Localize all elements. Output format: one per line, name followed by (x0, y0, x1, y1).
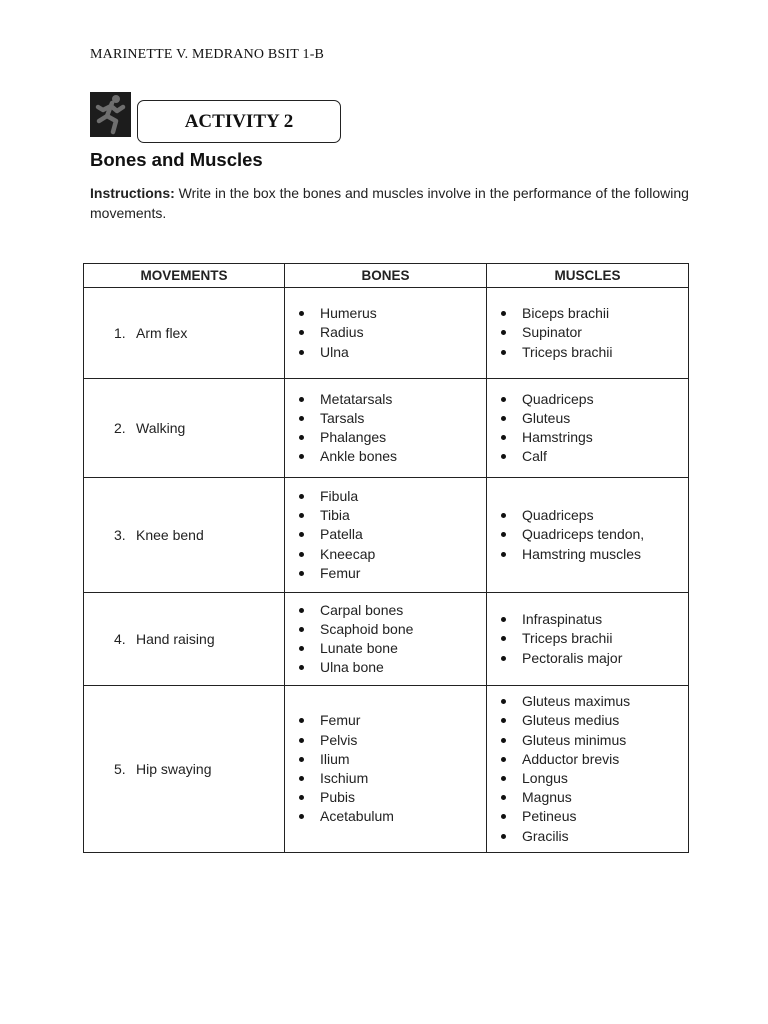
movement-name: Arm flex (136, 325, 188, 341)
list-item: Kneecap (297, 545, 486, 564)
movement-number: 4. (114, 631, 126, 647)
list-item: Patella (297, 525, 486, 544)
activity-label: ACTIVITY 2 (184, 110, 294, 132)
list-item: Ischium (297, 769, 486, 788)
header-bones: BONES (285, 264, 487, 288)
bones-muscles-table (83, 263, 689, 853)
list-item: Ankle bones (297, 447, 486, 466)
table-row (84, 686, 689, 853)
movement-cell (84, 478, 285, 593)
bones-list (285, 304, 486, 362)
list-item: Ilium (297, 750, 486, 769)
movement-number: 1. (114, 325, 126, 341)
list-item: Hamstrings (499, 428, 688, 447)
list-item: Femur (297, 564, 486, 583)
movement-number: 2. (114, 420, 126, 436)
bones-list (285, 711, 486, 826)
running-person-icon (90, 92, 131, 137)
muscles-list (487, 506, 688, 564)
table-row (84, 478, 689, 593)
muscles-cell (487, 478, 689, 593)
list-item: Radius (297, 323, 486, 342)
list-item: Biceps brachii (499, 304, 688, 323)
instructions (90, 184, 690, 223)
bones-list (285, 390, 486, 467)
list-item: Tarsals (297, 409, 486, 428)
instructions-label: Instructions: (90, 185, 175, 201)
list-item: Hamstring muscles (499, 545, 688, 564)
list-item: Ulna bone (297, 658, 486, 677)
list-item: Petineus (499, 807, 688, 826)
list-item: Longus (499, 769, 688, 788)
table-row (84, 593, 689, 686)
list-item: Metatarsals (297, 390, 486, 409)
movement-number: 3. (114, 527, 126, 543)
author-line: MARINETTE V. MEDRANO BSIT 1-B (90, 47, 325, 62)
header-movements: MOVEMENTS (84, 264, 285, 288)
table-row (84, 288, 689, 379)
list-item: Gluteus medius (499, 711, 688, 730)
bones-cell (285, 379, 487, 478)
muscles-list (487, 610, 688, 668)
list-item: Gluteus minimus (499, 731, 688, 750)
movement-cell (84, 288, 285, 379)
activity-label-box (137, 100, 341, 143)
list-item: Magnus (499, 788, 688, 807)
bones-list (285, 601, 486, 678)
movement-name: Walking (136, 420, 186, 436)
list-item: Femur (297, 711, 486, 730)
header-muscles: MUSCLES (487, 264, 689, 288)
list-item: Fibula (297, 487, 486, 506)
list-item: Gracilis (499, 827, 688, 846)
list-item: Calf (499, 447, 688, 466)
movement-name: Knee bend (136, 527, 204, 543)
list-item: Tibia (297, 506, 486, 525)
list-item: Supinator (499, 323, 688, 342)
list-item: Gluteus (499, 409, 688, 428)
bones-cell (285, 593, 487, 686)
movement-number: 5. (114, 761, 126, 777)
muscles-cell (487, 593, 689, 686)
page-title: Bones and Muscles (90, 149, 263, 170)
list-item: Pubis (297, 788, 486, 807)
list-item: Triceps brachii (499, 343, 688, 362)
muscles-list (487, 390, 688, 467)
list-item: Quadriceps (499, 506, 688, 525)
list-item: Triceps brachii (499, 629, 688, 648)
bones-list (285, 487, 486, 583)
instructions-text: Write in the box the bones and muscles involve in the performance of the following movements. (90, 185, 689, 221)
movement-cell (84, 686, 285, 853)
muscles-cell (487, 686, 689, 853)
list-item: Lunate bone (297, 639, 486, 658)
movement-name: Hip swaying (136, 761, 212, 777)
list-item: Carpal bones (297, 601, 486, 620)
table-header-row (84, 264, 689, 288)
muscles-cell (487, 379, 689, 478)
list-item: Adductor brevis (499, 750, 688, 769)
list-item: Pelvis (297, 731, 486, 750)
list-item: Phalanges (297, 428, 486, 447)
muscles-list (487, 692, 688, 846)
list-item: Gluteus maximus (499, 692, 688, 711)
bones-cell (285, 478, 487, 593)
bones-cell (285, 288, 487, 379)
bones-cell (285, 686, 487, 853)
list-item: Pectoralis major (499, 649, 688, 668)
list-item: Acetabulum (297, 807, 486, 826)
list-item: Scaphoid bone (297, 620, 486, 639)
list-item: Infraspinatus (499, 610, 688, 629)
list-item: Ulna (297, 343, 486, 362)
list-item: Quadriceps (499, 390, 688, 409)
muscles-list (487, 304, 688, 362)
list-item: Humerus (297, 304, 486, 323)
movement-cell (84, 379, 285, 478)
table-row (84, 379, 689, 478)
movement-cell (84, 593, 285, 686)
muscles-cell (487, 288, 689, 379)
list-item: Quadriceps tendon, (499, 525, 688, 544)
movement-name: Hand raising (136, 631, 215, 647)
